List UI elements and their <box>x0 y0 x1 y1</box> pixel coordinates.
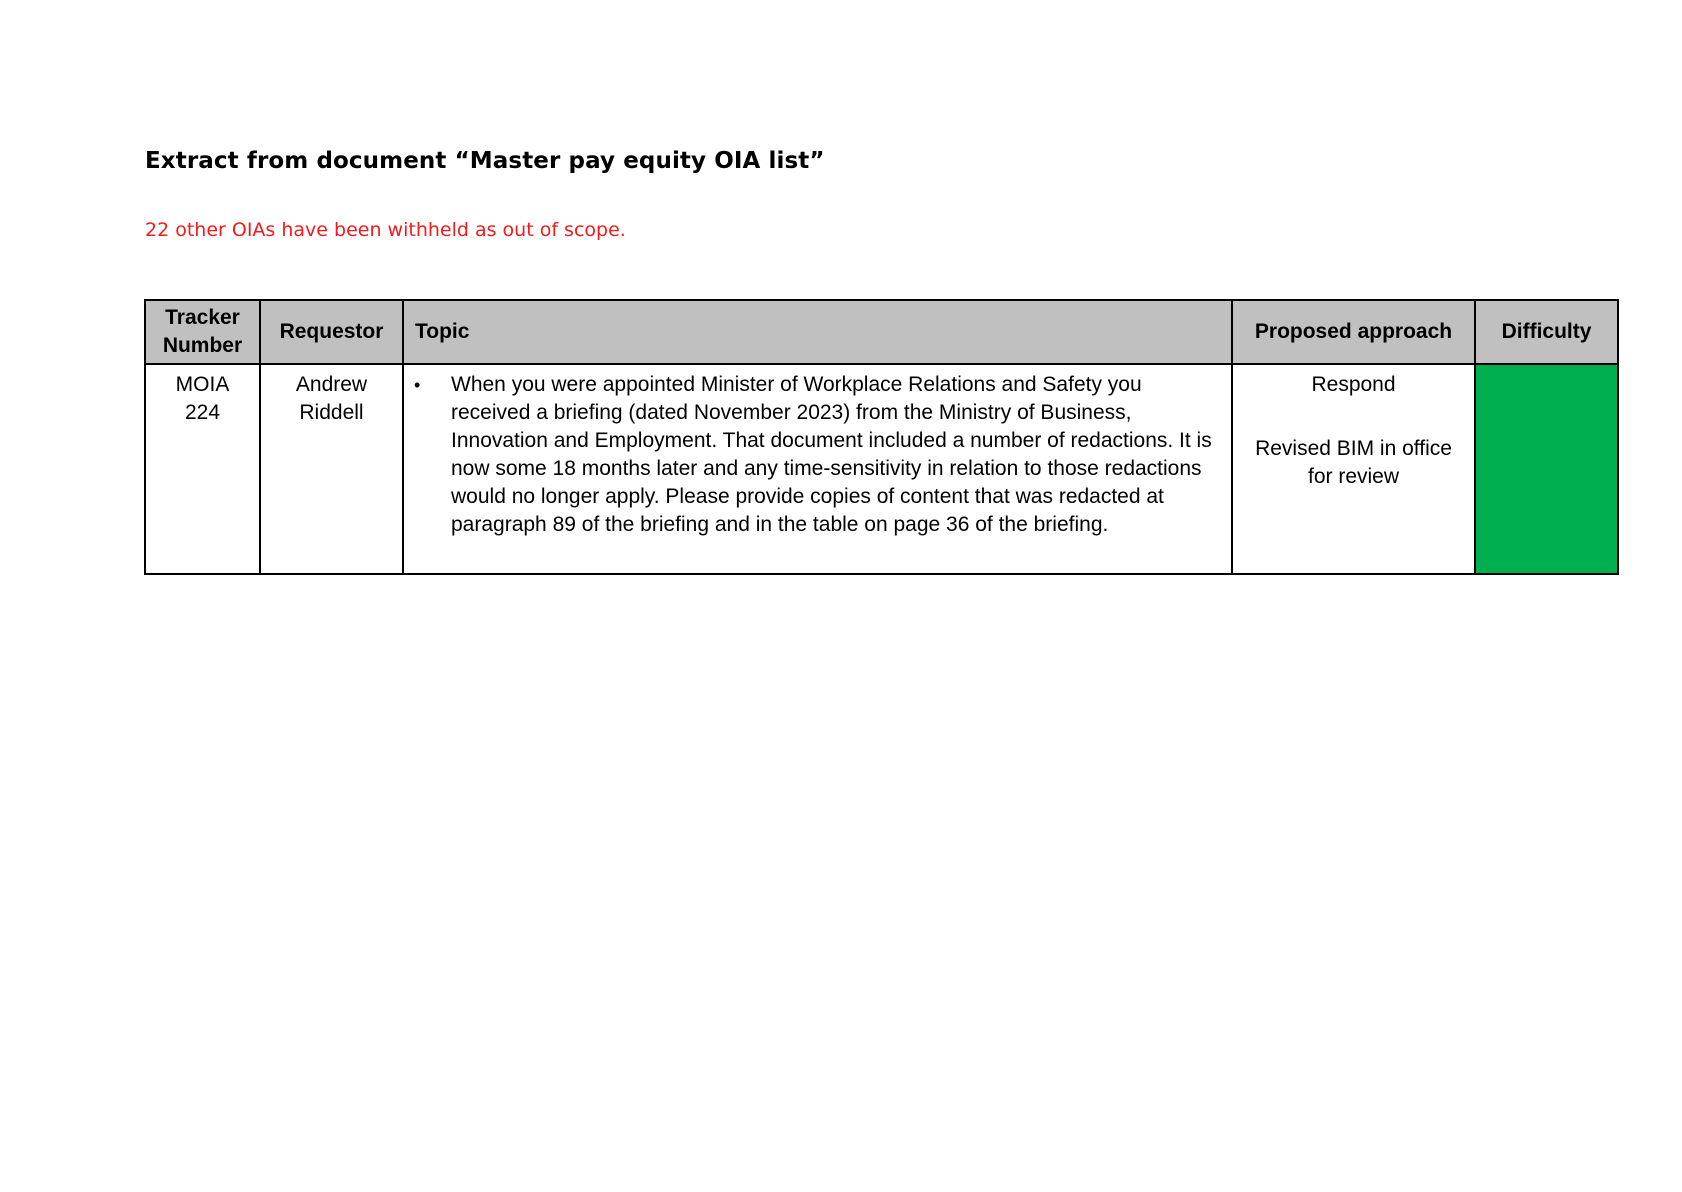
header-tracker-line2: Number <box>162 334 243 357</box>
topic-text: When you were appointed Minister of Workplace Relations and Safety you received a briefing (dated November 2023) from the Ministry of Business, Innovation and Employment. That document included a number of redactions. It is now some 18 months later and any time-sensitivity in relation to those redactions would no longer apply. Please provide copies of content that was redacted at paragraph 89 of the briefing and in the table on page 36 of the briefing. <box>451 373 1212 536</box>
topic-cell <box>403 364 1232 574</box>
header-requestor: Requestor <box>260 300 403 364</box>
approach-gap <box>1233 399 1474 435</box>
tracker-number-cell <box>145 364 260 574</box>
document-heading: Extract from document “Master pay equity OIA list” <box>145 148 825 174</box>
table-header-row <box>145 300 1618 364</box>
requestor-cell <box>260 364 403 574</box>
bullet-icon: • <box>414 375 421 395</box>
scope-note: 22 other OIAs have been withheld as out of scope. <box>145 219 626 241</box>
tracker-number-line2: 224 <box>184 401 221 424</box>
requestor-line1: Andrew <box>295 373 368 396</box>
header-proposed-approach: Proposed approach <box>1232 300 1475 364</box>
difficulty-indicator <box>1475 364 1618 574</box>
header-topic: Topic <box>403 300 1232 364</box>
approach-line3: for review <box>1307 465 1400 488</box>
header-difficulty: Difficulty <box>1475 300 1618 364</box>
oia-table <box>144 299 1619 575</box>
requestor-line2: Riddell <box>299 401 364 424</box>
approach-line1: Respond <box>1311 373 1396 396</box>
tracker-number-line1: MOIA <box>175 373 230 396</box>
topic-bullet-item <box>414 371 1219 539</box>
proposed-approach-cell <box>1232 364 1475 574</box>
approach-line2: Revised BIM in office <box>1255 437 1452 460</box>
header-tracker-number <box>145 300 260 364</box>
table-row <box>145 364 1618 574</box>
header-tracker-line1: Tracker <box>165 306 240 329</box>
